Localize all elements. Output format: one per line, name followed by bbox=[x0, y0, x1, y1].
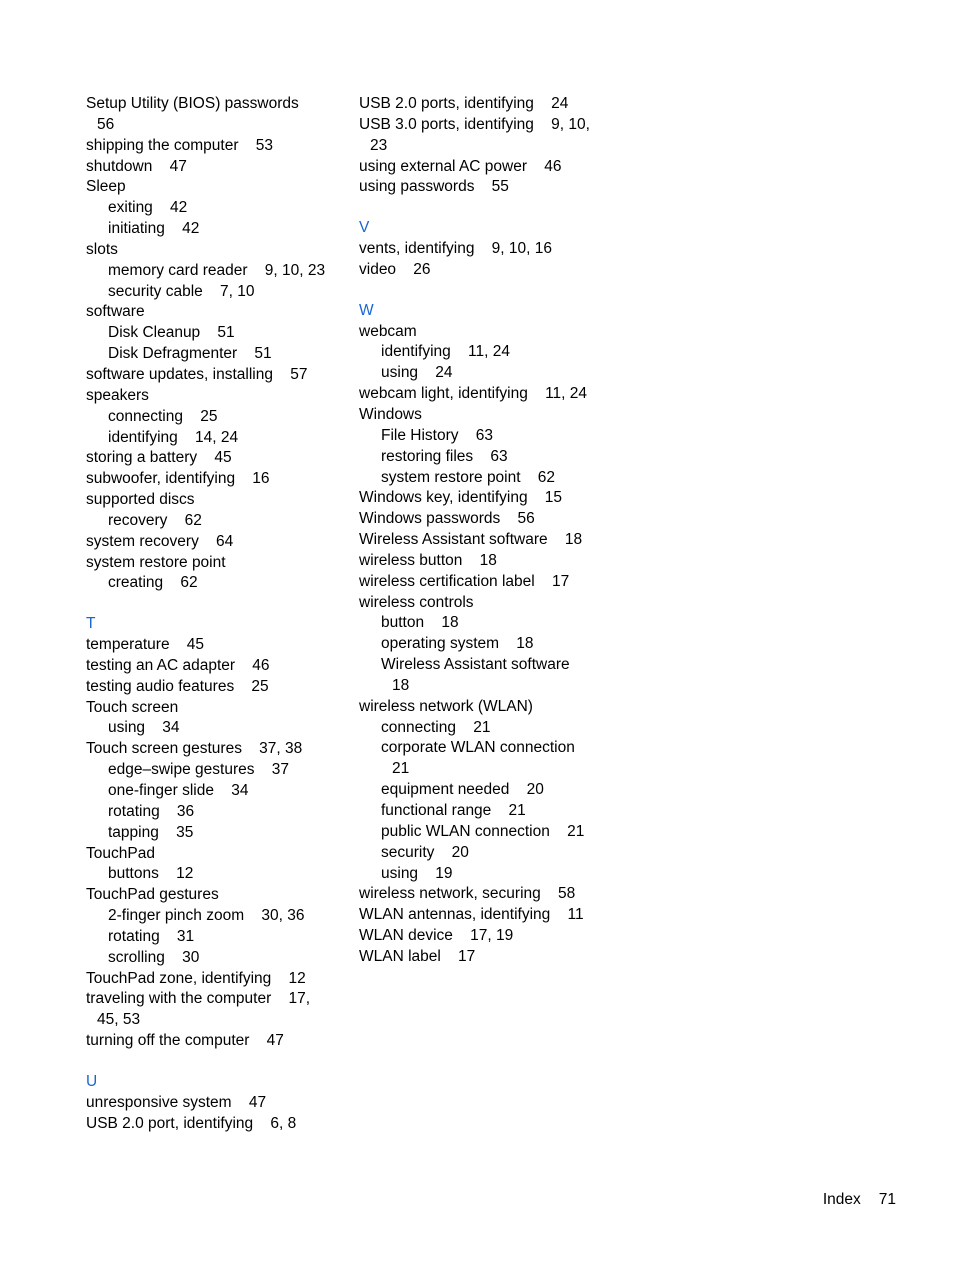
index-entry: USB 2.0 ports, identifying 24 bbox=[359, 95, 569, 112]
index-entry: webcam light, identifying 11, 24 bbox=[359, 385, 588, 403]
index-entry: testing audio features 25 bbox=[86, 677, 269, 695]
index-subentry: rotating 31 bbox=[108, 927, 195, 945]
index-subentry: connecting 21 bbox=[381, 718, 491, 736]
index-entry: Setup Utility (BIOS) passwords bbox=[86, 95, 299, 112]
index-entry: TouchPad gestures bbox=[86, 886, 219, 904]
index-entry: storing a battery 45 bbox=[86, 449, 232, 467]
index-entry: TouchPad zone, identifying 12 bbox=[86, 969, 306, 987]
index-subentry: buttons 12 bbox=[108, 865, 194, 883]
index-entry: software updates, installing 57 bbox=[86, 365, 308, 383]
index-subentry: operating system 18 bbox=[381, 635, 534, 653]
index-entry: system restore point bbox=[86, 553, 226, 571]
index-entry: wireless button 18 bbox=[359, 551, 497, 569]
index-subentry: public WLAN connection 21 bbox=[381, 822, 585, 840]
index-entry: system recovery 64 bbox=[86, 532, 234, 550]
index-section-heading: U bbox=[86, 1072, 98, 1090]
index-entry: Touch screen gestures 37, 38 bbox=[86, 740, 303, 758]
index-subentry: initiating 42 bbox=[108, 220, 200, 238]
index-entry: software bbox=[86, 303, 145, 321]
index-entry: vents, identifying 9, 10, 16 bbox=[359, 240, 553, 258]
index-entry: traveling with the computer 17, bbox=[86, 990, 311, 1008]
index-entry: wireless network, securing 58 bbox=[359, 885, 576, 903]
index-entry: WLAN antennas, identifying 11 bbox=[359, 906, 584, 924]
index-entry: wireless network (WLAN) bbox=[359, 697, 533, 715]
index-entry: USB 3.0 ports, identifying 9, 10, bbox=[359, 115, 590, 133]
index-entry: temperature 45 bbox=[86, 636, 205, 654]
index-entry: speakers bbox=[86, 386, 149, 404]
index-subentry: recovery 62 bbox=[108, 511, 202, 529]
index-entry: video 26 bbox=[359, 260, 431, 278]
index-subentry: creating 62 bbox=[108, 574, 198, 592]
index-entry: WLAN device 17, 19 bbox=[359, 927, 514, 945]
index-subentry: security 20 bbox=[381, 843, 469, 861]
index-subentry: button 18 bbox=[381, 614, 459, 632]
index-entry: supported discs bbox=[86, 491, 195, 509]
index-entry: Windows key, identifying 15 bbox=[359, 489, 563, 507]
index-entry-continuation: 56 bbox=[97, 115, 115, 133]
index-subentry: Disk Cleanup 51 bbox=[108, 324, 235, 342]
index-section-heading: W bbox=[359, 301, 374, 319]
index-subentry: scrolling 30 bbox=[108, 948, 200, 966]
index-entry: Wireless Assistant software 18 bbox=[359, 531, 583, 549]
index-subentry: one-finger slide 34 bbox=[108, 782, 249, 799]
index-entry: webcam bbox=[359, 322, 417, 340]
index-subentry: File History 63 bbox=[381, 426, 493, 444]
index-subentry: restoring files 63 bbox=[381, 447, 508, 465]
index-entry-continuation: 18 bbox=[392, 676, 410, 694]
index-subentry: rotating 36 bbox=[108, 802, 195, 820]
index-subentry: using 24 bbox=[381, 364, 453, 382]
index-entry: using external AC power 46 bbox=[359, 157, 562, 175]
index-entry: testing an AC adapter 46 bbox=[86, 656, 270, 674]
index-entry: wireless certification label 17 bbox=[359, 572, 570, 590]
index-subentry: Wireless Assistant software bbox=[381, 656, 570, 674]
index-subentry: using 34 bbox=[108, 719, 180, 737]
index-column-left bbox=[86, 94, 346, 1135]
index-entry: unresponsive system 47 bbox=[86, 1093, 267, 1111]
index-subentry: using 19 bbox=[381, 864, 453, 882]
index-entry: subwoofer, identifying 16 bbox=[86, 470, 270, 488]
index-entry: TouchPad bbox=[86, 844, 155, 862]
index-subentry: edge–swipe gestures 37 bbox=[108, 761, 289, 779]
index-subentry: 2-finger pinch zoom 30, 36 bbox=[108, 907, 305, 925]
index-entry: Touch screen bbox=[86, 698, 179, 716]
index-entry-continuation: 45, 53 bbox=[97, 1011, 141, 1029]
index-subentry: identifying 14, 24 bbox=[108, 428, 239, 446]
index-subentry: memory card reader 9, 10, 23 bbox=[108, 261, 326, 279]
index-entry: Sleep bbox=[86, 178, 126, 196]
index-entry: WLAN label 17 bbox=[359, 947, 476, 965]
index-subentry: system restore point 62 bbox=[381, 468, 556, 486]
index-section-heading: V bbox=[359, 219, 370, 237]
page-number: 71 bbox=[878, 1191, 896, 1208]
index-subentry: corporate WLAN connection bbox=[381, 739, 575, 757]
index-column-right bbox=[359, 94, 619, 968]
page-footer bbox=[823, 1190, 896, 1210]
index-subentry: security cable 7, 10 bbox=[108, 282, 255, 300]
index-subentry: functional range 21 bbox=[381, 802, 526, 819]
index-entry: shipping the computer 53 bbox=[86, 136, 273, 154]
index-subentry: tapping 35 bbox=[108, 823, 194, 841]
index-entry: slots bbox=[86, 240, 118, 258]
index-entry: wireless controls bbox=[359, 593, 474, 611]
index-entry-continuation: 21 bbox=[392, 760, 410, 778]
footer-section-label: Index bbox=[822, 1191, 861, 1208]
index-subentry: equipment needed 20 bbox=[381, 781, 544, 799]
index-entry: Windows bbox=[359, 405, 422, 423]
index-entry: shutdown 47 bbox=[86, 157, 187, 175]
index-subentry: exiting 42 bbox=[108, 199, 188, 217]
index-section-heading: T bbox=[86, 615, 96, 633]
index-entry: USB 2.0 port, identifying 6, 8 bbox=[86, 1114, 297, 1132]
index-entry: using passwords 55 bbox=[359, 178, 509, 196]
index-subentry: identifying 11, 24 bbox=[381, 343, 510, 361]
index-entry-continuation: 23 bbox=[370, 136, 388, 154]
index-entry: Windows passwords 56 bbox=[359, 510, 535, 528]
index-entry: turning off the computer 47 bbox=[86, 1032, 284, 1050]
index-subentry: Disk Defragmenter 51 bbox=[108, 345, 272, 363]
index-subentry: connecting 25 bbox=[108, 407, 218, 425]
